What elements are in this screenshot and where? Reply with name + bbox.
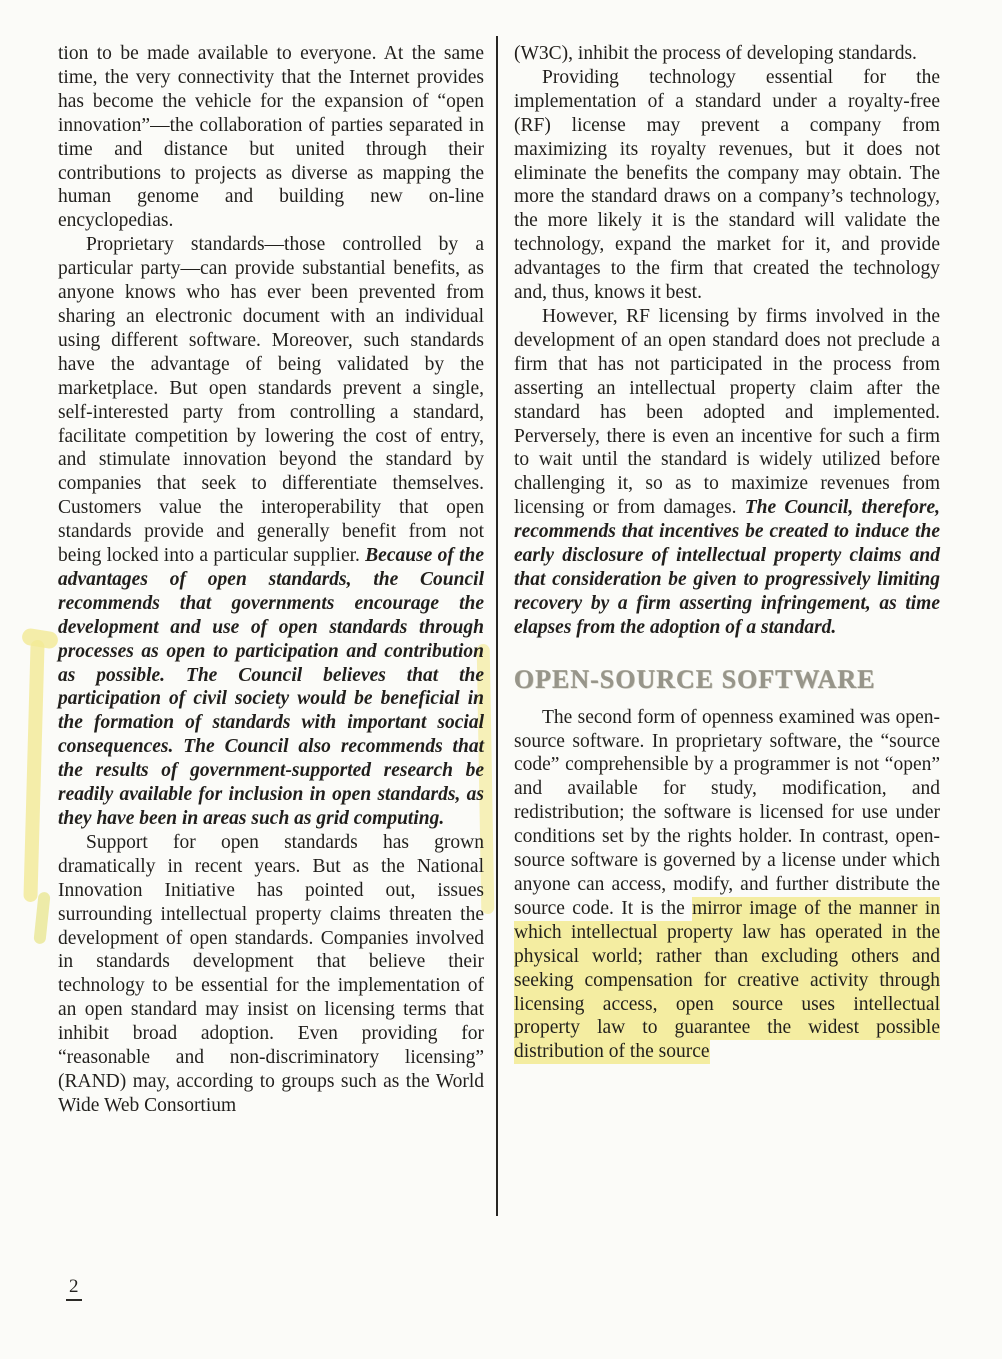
- paragraph: [514, 305, 940, 640]
- paragraph: [58, 831, 484, 1118]
- body-text: Support for open standards has grown dramatically in recent years. But as the National Innovation Initiative has pointed out, issues surrounding intellectual property claims threaten the development of open standards. Companies involved in standards development that believe their technology to be essential for the implementation of an open standard may insist on licensing terms that inhibit broad adoption. Even providing for “reasonable and non-discriminatory licensing” (RAND) may, according to groups such as the World Wide Web Consortium: [58, 831, 484, 1116]
- paragraph: [58, 233, 484, 831]
- paragraph: [514, 706, 940, 1065]
- right-text-column: [514, 42, 940, 1064]
- right-column-upper-paragraphs: [514, 42, 940, 640]
- paragraph: [514, 66, 940, 305]
- highlighted-text: mirror image of the manner in which intellectual property law has operated in the physical world; rather than excluding others and seeking compensation for creative activity through licensing access, open source uses intellectual property law to guarantee the widest possible distribution of the source: [514, 897, 940, 1063]
- section-heading-open-source-software: OPEN-SOURCE SOFTWARE: [514, 664, 876, 694]
- page-number: 2: [66, 1276, 82, 1301]
- emphasized-text: Because of the advantages of open standards, the Council recommends that governments encourage the development and use of open standards through processes as open to participation and contribution as possible. The Council believes that the participation of civil society would be beneficial in the formation of standards with important social consequences. The Council also recommends that the results of government-supported research be readily available for inclusion in open standards, as they have been in areas such as grid computing.: [58, 545, 484, 829]
- emphasized-text: The Council, therefore, recommends that incentives be created to induce the early disclosure of intellectual property claims and that consideration be given to progressively limiting recovery by a firm asserting infringement, as time elapses from the adoption of a standard.: [514, 497, 940, 638]
- body-text: Providing technology essential for the implementation of a standard under a royalty-free (RF) license may prevent a company from maximizing its royalty revenues, but it does not eliminate the benefits the company may obtain. The more the standard draws on a company’s technology, the more likely it is the standard will validate the technology, expand the market for it, and provide advantages to the firm that created the technology and, thus, knows it best.: [514, 66, 940, 304]
- left-text-column: [58, 42, 484, 1118]
- paragraph: [58, 42, 484, 233]
- body-text: The second form of openness examined was open-source software. In proprietary software, the “source code” comprehensible by a programmer is not “open” and available for study, modification, and redistribution; the software is licensed for use under conditions set by the rights holder. In contrast, open-source software is governed by a license under which anyone can access, modify, and further distribute the source code. It is the: [514, 706, 940, 919]
- body-text: Proprietary standards—those controlled by a particular party—can provide substantial benefits, as anyone knows who has ever been prevented from sharing an electronic document with an individual using different software. Moreover, such standards have the advantage of being validated by the marketplace. But open standards prevent a single, self-interested party from controlling a standard, facilitate competition by lowering the cost of entry, and stimulate innovation beyond the standard by companies that seek to differentiate themselves. Customers value the interoperability that open standards provide and generally benefit from not being locked into a particular supplier.: [58, 234, 484, 567]
- body-text: However, RF licensing by firms involved in the development of an open standard does not preclude a firm that has not participated in the process from asserting an intellectual property claim after the standard has been adopted and implemented. Perversely, there is even an incentive for such a firm to wait until the standard is widely utilized before challenging it, so as to maximize revenues from licensing or from damages.: [514, 305, 940, 519]
- body-text: tion to be made available to everyone. At the same time, the very connectivity that the Internet provides has become the vehicle for the expansion of “open innovation”—the collaboration of parties separated in time and distance but united through their contributions to projects as diverse as mapping the human genome and building new on-line encyclopedias.: [58, 43, 484, 232]
- paragraph: [514, 42, 940, 66]
- column-divider-rule: [496, 36, 498, 1216]
- body-text: (W3C), inhibit the process of developing standards.: [514, 43, 917, 64]
- right-column-lower-paragraphs: [514, 706, 940, 1065]
- left-margin-highlighter-stroke: [23, 640, 44, 902]
